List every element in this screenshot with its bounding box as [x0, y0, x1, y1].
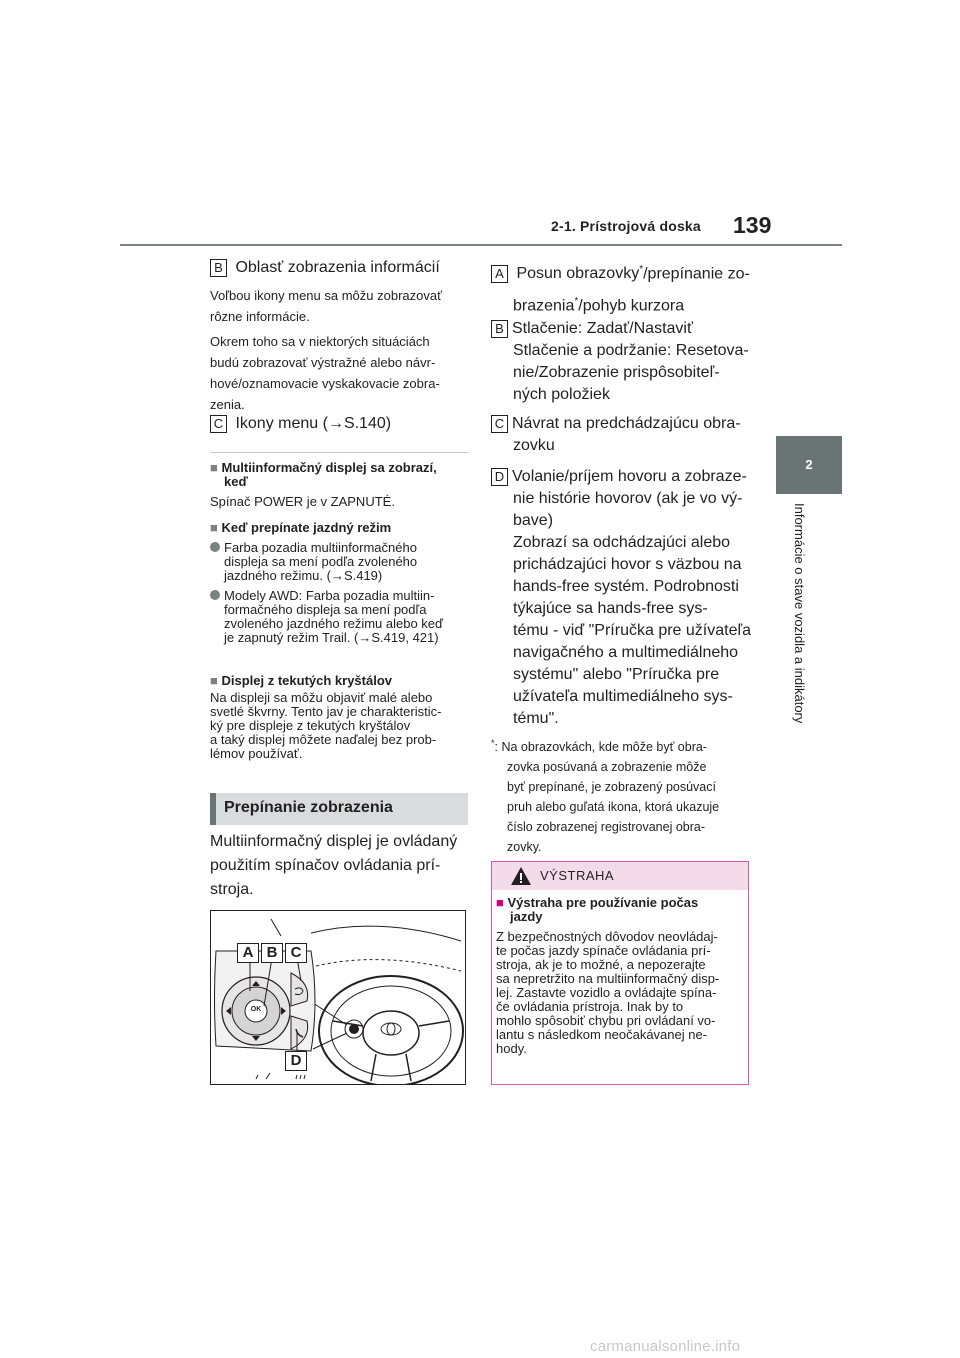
warning-text: sa nepretržito na multiinformačný disp-: [496, 971, 720, 986]
text-line: Voľbou ikony menu sa môžu zobrazovať: [210, 288, 442, 303]
steering-wheel-illustration: [211, 911, 465, 1084]
label-c: C: [210, 415, 227, 433]
footnote-text: číslo zobrazenej registrovanej obra-: [507, 820, 706, 835]
note-display-shown: [210, 461, 472, 509]
heading-bar: [210, 793, 216, 825]
page-number: 139: [733, 212, 772, 238]
section-heading: [210, 793, 468, 825]
figure-label-b: B: [261, 943, 283, 963]
warning-text: hody.: [496, 1041, 527, 1056]
item-d-right: [491, 466, 761, 730]
footnote-colon: :: [494, 740, 498, 755]
item-b-left: [210, 259, 440, 277]
bullet-text: formačného displeja sa mení podľa: [224, 602, 427, 617]
footnote-text: pruh alebo guľatá ikona, ktorá ukazuje: [507, 800, 720, 815]
text-line: hové/oznamovacie vyskakovacie zobra-: [210, 376, 440, 391]
bullet-text: Modely AWD: Farba pozadia multiin-: [224, 588, 435, 603]
note-text: ký pre displeje z tekutých kryštálov: [210, 718, 411, 733]
round-bullet-icon: [210, 590, 220, 600]
label-b: B: [210, 259, 227, 277]
label-d: D: [491, 468, 508, 486]
item-text: užívateľa multimediálneho sys-: [513, 688, 733, 705]
note-title: keď: [224, 474, 248, 489]
warning-text: mohlo spôsobiť chybu pri ovládaní vo-: [496, 1013, 716, 1028]
footnote-text: byť prepínané, je zobrazený posúvací: [507, 780, 716, 795]
label-c: C: [491, 415, 508, 433]
item-text: Stlačenie: Zadať/Nastaviť: [512, 320, 693, 337]
square-bullet-icon: ■: [210, 520, 218, 535]
chapter-tab: 2: [776, 436, 842, 494]
note-drive-mode: [210, 521, 472, 645]
item-text: ných položiek: [513, 386, 610, 403]
note-text: a taký displej môžete naďalej bez prob-: [210, 732, 437, 747]
figure-label-c: C: [285, 943, 307, 963]
item-text: systému" alebo "Príručka pre: [513, 666, 720, 683]
bullet-text: jazdného režimu. (→S.419): [224, 568, 383, 583]
text-line: rôzne informácie.: [210, 309, 310, 324]
item-text: nie/Zobrazenie prispôsobiteľ-: [513, 364, 720, 381]
watermark: carmanualsonline.info: [590, 1338, 741, 1355]
item-text: Posun obrazovky: [516, 265, 640, 283]
item-text: Stlačenie a podržanie: Resetova-: [513, 342, 749, 359]
round-bullet-icon: [210, 542, 220, 552]
note-lcd: [210, 674, 472, 761]
footnote-mark: *: [491, 738, 495, 748]
heading-text: Prepínanie zobrazenia: [224, 799, 393, 816]
warning-text: te počas jazdy spínače ovládania prí-: [496, 943, 711, 958]
section-body: [210, 830, 472, 902]
note-text: lémov používať.: [210, 746, 303, 761]
note-title: Keď prepínate jazdný režim: [221, 520, 392, 535]
text-line: Okrem toho sa v niektorých situáciách: [210, 334, 430, 349]
item-b-title: Oblasť zobrazenia informácií: [235, 259, 440, 276]
item-text: navigačného a multimediálneho: [513, 644, 739, 661]
note-text: Na displeji sa môžu objaviť malé alebo: [210, 690, 433, 705]
warning-text: lantu s následkom neočakávanej ne-: [496, 1027, 708, 1042]
warning-title: VÝSTRAHA: [540, 868, 615, 883]
item-text: týkajúce sa hands-free sys-: [513, 600, 708, 617]
bullet-text: zvoleného jazdného režimu alebo keď: [224, 616, 444, 631]
warning-text: lej. Zastavte vozidlo a ovládajte spína-: [496, 985, 717, 1000]
label-b: B: [491, 320, 508, 338]
item-c-left: [210, 415, 391, 433]
square-bullet-icon: ■: [496, 895, 504, 910]
divider: [210, 452, 468, 453]
item-text: /prepínanie zo-: [643, 265, 750, 283]
warning-header: [492, 862, 748, 890]
footnote-text: Na obrazovkách, kde môže byť obra-: [501, 740, 707, 755]
bullet-text: Farba pozadia multiinformačného: [224, 540, 417, 555]
item-text: nie histórie hovorov (ak je vo vý-: [513, 490, 743, 507]
item-text: /pohyb kurzora: [578, 297, 685, 315]
item-text: hands-free systém. Podrobnosti: [513, 578, 739, 595]
text-line: budú zobrazovať výstražné alebo návr-: [210, 355, 436, 370]
warning-subtitle: jazdy: [510, 909, 543, 924]
footnote-text: zovky.: [507, 840, 542, 855]
footnote-text: zovka posúvaná a zobrazenie môže: [507, 760, 707, 775]
label-a: A: [491, 265, 508, 283]
warning-triangle-icon: [510, 866, 532, 886]
warning-text: Z bezpečnostných dôvodov neovládaj-: [496, 929, 718, 944]
item-text: tému - viď "Príručka pre užívateľa: [513, 622, 752, 639]
warning-subtitle: Výstraha pre používanie počas: [507, 895, 699, 910]
ok-button-label: OK: [250, 1006, 262, 1013]
chapter-title: Informácie o stave vozidla a indikátory: [792, 503, 807, 724]
footnote-mark: *: [639, 264, 644, 275]
body-line: použitím spínačov ovládania prí-: [210, 857, 441, 874]
item-a-right: [491, 259, 761, 318]
figure-label-a: A: [237, 943, 259, 963]
item-text: Volanie/príjem hovoru a zobraze-: [512, 468, 747, 485]
section-title: 2-1. Prístrojová doska: [551, 218, 701, 234]
square-bullet-icon: ■: [210, 460, 218, 475]
text-line: zenia.: [210, 397, 245, 412]
item-b-right: [491, 318, 761, 406]
footnote: [491, 733, 761, 857]
item-text: tému".: [513, 710, 559, 727]
item-c-title: Ikony menu (→S.140): [235, 415, 392, 432]
footnote-mark: *: [574, 296, 579, 308]
square-bullet-icon: ■: [210, 673, 218, 688]
warning-text: če ovládania prístroja. Inak by to: [496, 999, 684, 1014]
item-text: prichádzajúci hovor s väzbou na: [513, 556, 742, 573]
note-text: svetlé škvrny. Tento jav je charakteristic-: [210, 704, 442, 719]
note-title: Multiinformačný displej sa zobrazí,: [221, 460, 437, 475]
bullet-text: je zapnutý režim Trail. (→S.419, 421): [224, 630, 439, 645]
item-c-right: [491, 413, 761, 457]
figure-label-d: D: [285, 1051, 307, 1071]
warning-box: [491, 861, 749, 1085]
item-text: Návrat na predchádzajúcu obra-: [512, 415, 741, 432]
item-text: brazenia: [513, 297, 575, 315]
body-line: Multiinformačný displej je ovládaný: [210, 833, 458, 850]
item-b-description: [210, 285, 470, 415]
item-text: Zobrazí sa odchádzajúci alebo: [513, 534, 731, 551]
item-text: zovku: [513, 437, 555, 454]
note-text: Spínač POWER je v ZAPNUTÉ.: [210, 494, 395, 509]
bullet-text: displeja sa mení podľa zvoleného: [224, 554, 418, 569]
body-line: stroja.: [210, 881, 254, 898]
note-title: Displej z tekutých kryštálov: [221, 673, 392, 688]
item-text: bave): [513, 512, 554, 529]
warning-content: [496, 896, 746, 1056]
header-rule: [120, 244, 842, 246]
warning-text: stroja, ak je to možné, a nepozerajte: [496, 957, 706, 972]
steering-switch-figure: [210, 910, 466, 1085]
